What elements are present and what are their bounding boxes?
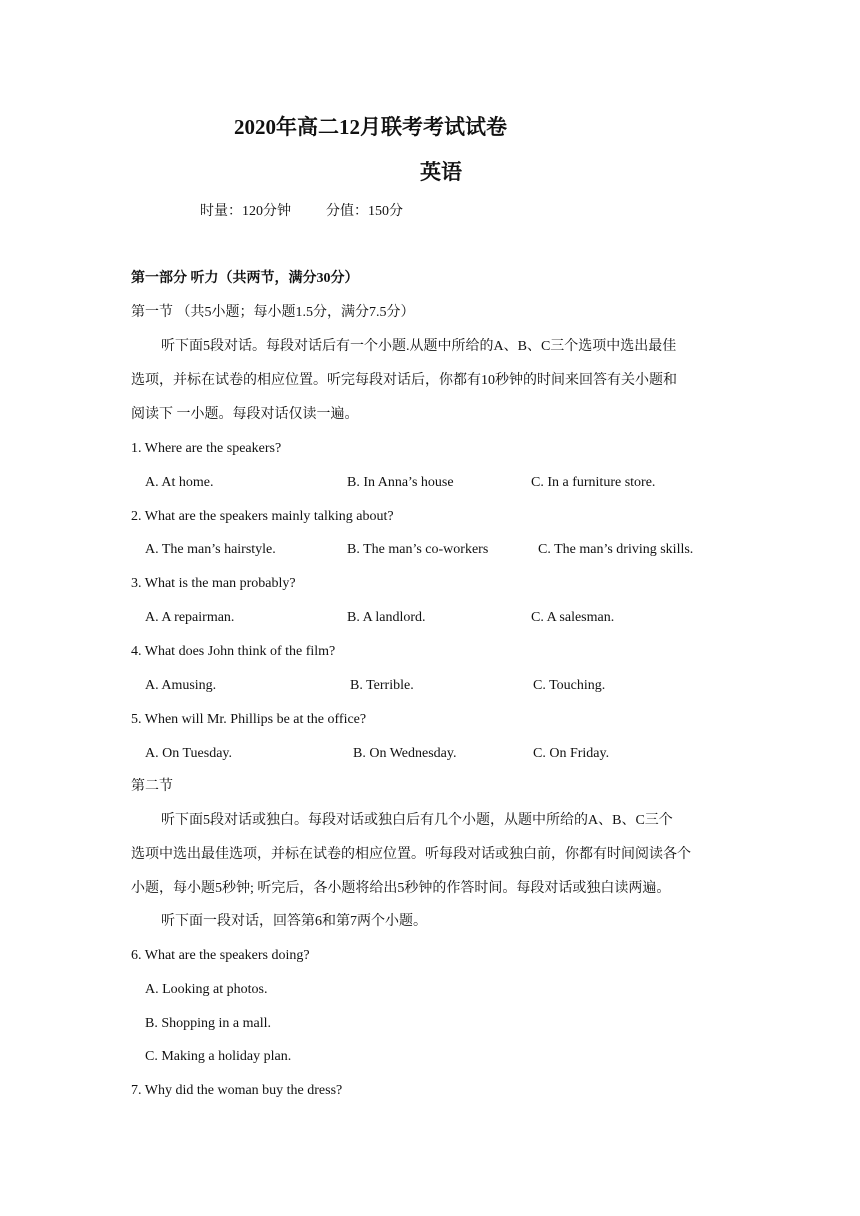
q5-option-a: A. On Tuesday. <box>145 746 232 761</box>
dialogue-instruction: 听下面一段对话，回答第6和第7两个小题。 <box>161 914 427 929</box>
subject-title: 英语 <box>420 160 462 184</box>
exam-title: 2020年高二12月联考考试试卷 <box>234 115 507 139</box>
q1-option-a: A. At home. <box>145 475 214 490</box>
question-4: 4. What does John think of the film? <box>131 644 336 659</box>
part-one-heading: 第一部分 听力（共两节，满分30分） <box>131 271 359 286</box>
q2-option-c: C. The man’s driving skills. <box>538 542 694 557</box>
q2-option-a: A. The man’s hairstyle. <box>145 542 276 557</box>
q5-option-b: B. On Wednesday. <box>353 746 457 761</box>
section-one-instruction-line: 听下面5段对话。每段对话后有一个小题.从题中所给的A、B、C三个选项中选出最佳 <box>161 339 677 354</box>
section-one-heading: 第一节 （共5小题；每小题1.5分，满分7.5分） <box>131 305 415 320</box>
q4-option-c: C. Touching. <box>533 678 606 693</box>
question-7: 7. Why did the woman buy the dress? <box>131 1083 343 1098</box>
question-5: 5. When will Mr. Phillips be at the office? <box>131 712 367 727</box>
section-two-instruction-line: 选项中选出最佳选项，并标在试卷的相应位置。听每段对话或独白前，你都有时间阅读各个 <box>131 847 691 862</box>
q3-option-c: C. A salesman. <box>531 610 615 625</box>
q6-option-b: B. Shopping in a mall. <box>145 1016 271 1031</box>
q4-option-b: B. Terrible. <box>350 678 414 693</box>
q5-option-c: C. On Friday. <box>533 746 610 761</box>
question-2: 2. What are the speakers mainly talking about? <box>131 509 394 524</box>
question-3: 3. What is the man probably? <box>131 576 296 591</box>
question-1: 1. Where are the speakers? <box>131 441 282 456</box>
q4-option-a: A. Amusing. <box>145 678 217 693</box>
section-one-instruction-line: 选项，并标在试卷的相应位置。听完每段对话后，你都有10秒钟的时间来回答有关小题和 <box>131 373 677 388</box>
q6-option-c: C. Making a holiday plan. <box>145 1049 292 1064</box>
section-two-instruction-line: 小题，每小题5秒钟; 听完后，各小题将给出5秒钟的作答时间。每段对话或独白读两遍。 <box>131 881 671 896</box>
time-limit: 时量：120分钟 <box>200 204 291 219</box>
section-two-heading: 第二节 <box>131 779 173 794</box>
section-two-instruction-line: 听下面5段对话或独白。每段对话或独白后有几个小题，从题中所给的A、B、C三个 <box>161 813 673 828</box>
q2-option-b: B. The man’s co-workers <box>347 542 489 557</box>
q1-option-c: C. In a furniture store. <box>531 475 656 490</box>
question-6: 6. What are the speakers doing? <box>131 948 310 963</box>
q6-option-a: A. Looking at photos. <box>145 982 268 997</box>
q1-option-b: B. In Anna’s house <box>347 475 454 490</box>
q3-option-b: B. A landlord. <box>347 610 426 625</box>
total-score: 分值：150分 <box>326 204 403 219</box>
section-one-instruction-line: 阅读下 一小题。每段对话仅读一遍。 <box>131 407 359 422</box>
q3-option-a: A. A repairman. <box>145 610 235 625</box>
